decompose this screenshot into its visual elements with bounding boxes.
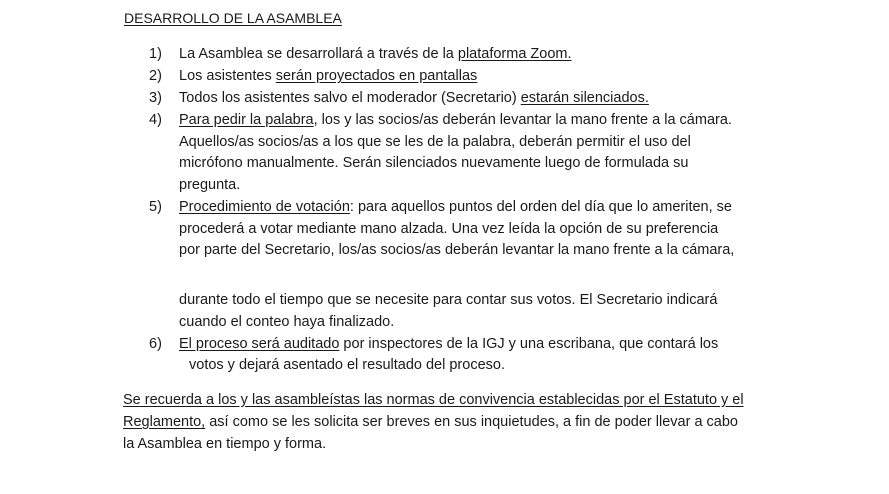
list-item xyxy=(149,110,789,196)
item-line: pregunta. xyxy=(179,176,241,193)
list-number: 6) xyxy=(149,336,162,352)
closing-line: Se recuerda a los y las asambleístas las normas de convivencia establecidas por el Estatuto y el xyxy=(123,392,744,408)
item-line: Aquellos/as socios/as a los que se les de la palabra, deberán permitir el uso del xyxy=(179,133,691,150)
list-number: 3) xyxy=(149,90,162,106)
item-text: por inspectores de la IGJ y una escribana, que contará los xyxy=(339,336,719,352)
item-text: : para aquellos puntos del orden del día que lo ameriten, se xyxy=(349,199,732,215)
list-item xyxy=(149,334,789,375)
item-line: procederá a votar mediante mano alzada. Una vez leída la opción de su preferencia xyxy=(179,220,719,237)
list-number: 4) xyxy=(149,112,162,128)
item-line: por parte del Secretario, los/as socios/as deberán levantar la mano frente a la cámara, xyxy=(179,242,735,258)
item-underlined: Procedimiento de votación xyxy=(179,199,350,215)
closing-line: la Asamblea en tiempo y forma. xyxy=(123,436,327,452)
item-underlined: El proceso será auditado xyxy=(179,336,340,352)
item-underlined: serán proyectados en pantallas xyxy=(275,68,478,84)
item-line: cuando el conteo haya finalizado. xyxy=(179,314,395,330)
closing-paragraph xyxy=(123,389,783,455)
list-item xyxy=(149,44,789,65)
item-text: La Asamblea se desarrollará a través de la xyxy=(179,46,458,62)
item-line: votos y dejará asentado el resultado del proceso. xyxy=(189,356,505,373)
item-line: durante todo el tiempo que se necesite para contar sus votos. El Secretario indicará xyxy=(179,292,718,308)
closing-text: así como se les solicita ser breves en sus inquietudes, a fin de poder llevar a cabo xyxy=(205,414,738,430)
item-underlined: estarán silenciados. xyxy=(520,90,649,106)
item-underlined: plataforma Zoom. xyxy=(457,46,572,62)
list-number: 1) xyxy=(149,46,162,62)
list-item xyxy=(149,197,789,262)
item-text: Todos los asistentes salvo el moderador (Secretario) xyxy=(179,90,521,106)
list-number: 5) xyxy=(149,199,162,215)
section-heading: DESARROLLO DE LA ASAMBLEA xyxy=(124,10,342,26)
item-line: micrófono manualmente. Serán silenciados nuevamente luego de formulada su xyxy=(179,155,689,171)
item-text: , los y las socios/as deberán levantar la mano frente a la cámara. xyxy=(313,112,732,128)
list-item xyxy=(149,66,789,87)
list-item xyxy=(149,88,789,109)
item-text: Los asistentes xyxy=(179,68,276,84)
item-underlined: Para pedir la palabra xyxy=(179,112,314,128)
item-continuation xyxy=(179,289,717,333)
closing-underlined: Reglamento, xyxy=(123,414,206,430)
list-number: 2) xyxy=(149,68,162,84)
